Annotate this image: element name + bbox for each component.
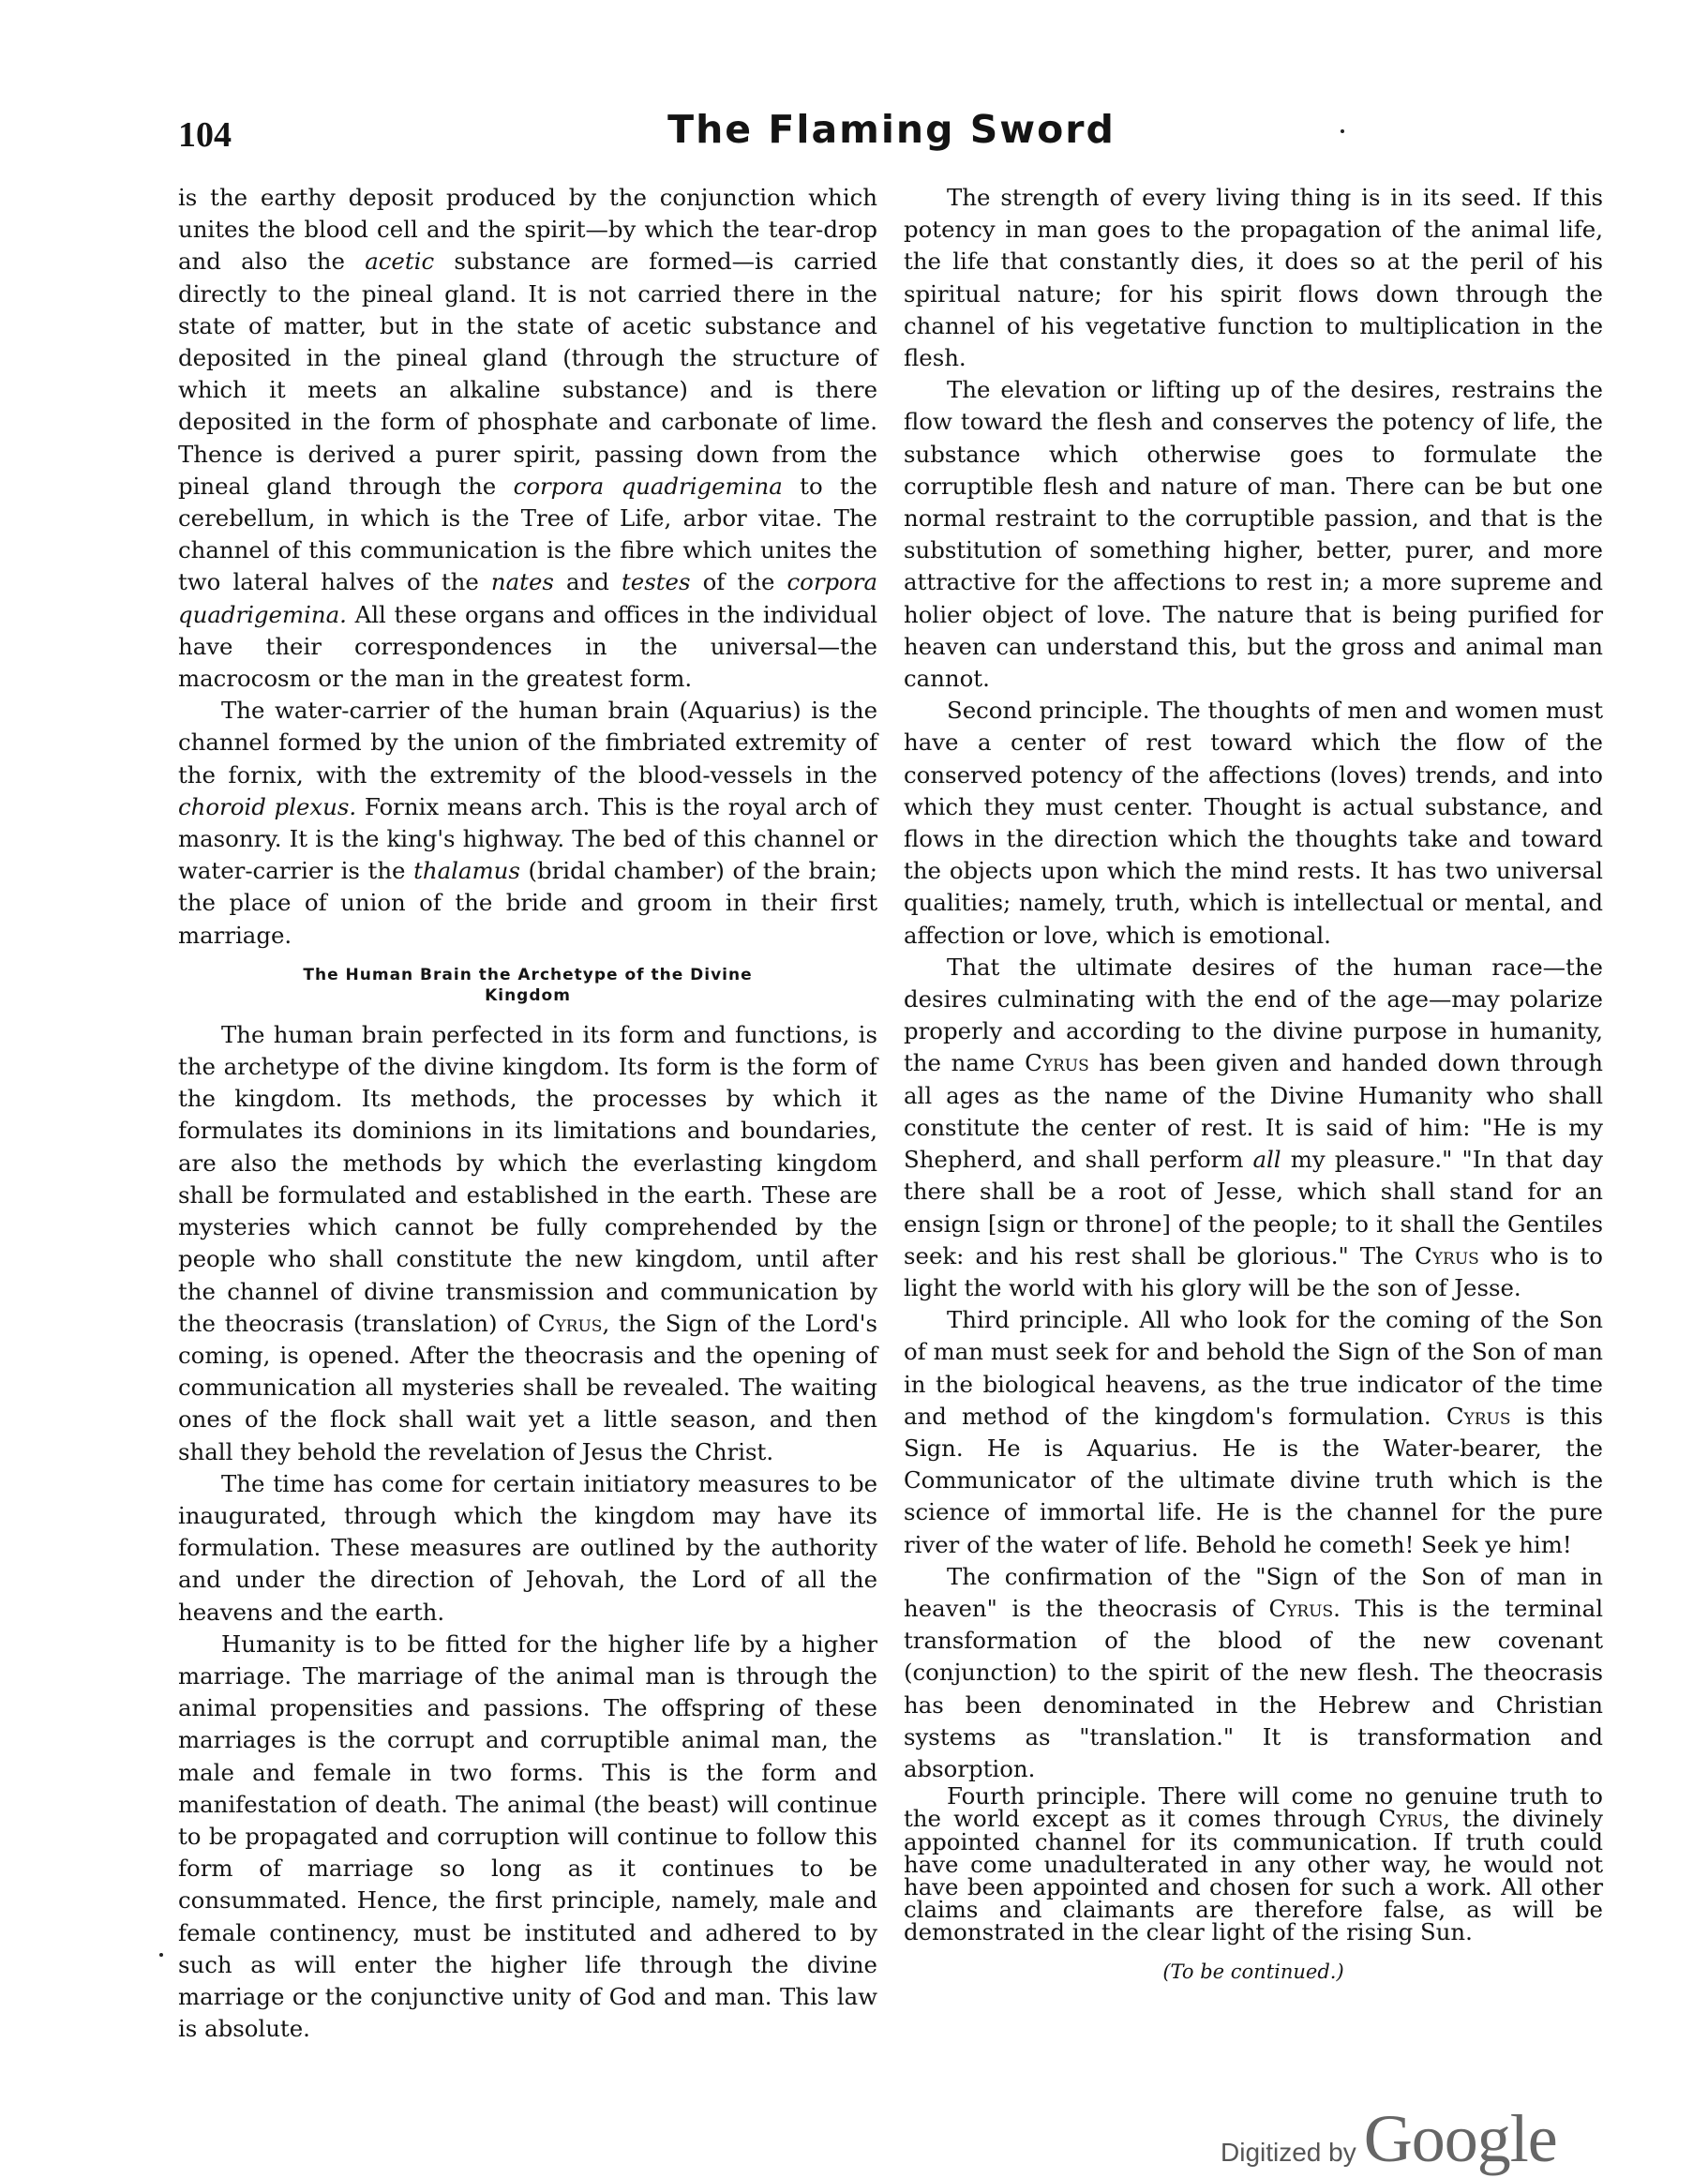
right-column <box>904 182 1603 1988</box>
paragraph: The strength of every living thing is in its seed. If this potency in man goes to the propagation of the animal life, the life that constantly dies, it does so at the peril of his spiritual nature; for his spirit flows down through the channel of his vegetative function to multiplication in the flesh. <box>904 184 1603 372</box>
digitized-by-google-watermark <box>1221 2100 1557 2178</box>
paragraph: Humanity is to be fitted for the higher life by a higher marriage. The marriage of the animal man is through the animal propensities and passions. The offspring of these marriages is the corrupt and corruptible animal man, the male and female in two forms. This is the form and manifestation of death. The animal (the beast) will continue to be propagated and corruption will continue to follow this form of marriage so long as it continues to be consummated. Hence, the first principle, namely, male and female continency, must be instituted and adhered to by such as will enter the higher life through the divine marriage or the conjunctive unity of God and man. This law is absolute. <box>178 1630 877 2043</box>
running-title: The Flaming Sword <box>667 107 1116 152</box>
to-be-continued-note: (To be continued.) <box>1162 1960 1344 1983</box>
print-speck <box>1341 129 1344 133</box>
section-heading: The Human Brain the Archetype of the Divine Kingdom <box>303 965 753 1005</box>
paragraph: The confirmation of the "Sign of the Son of man in heaven" is the theocrasis of Cyrus. This is the terminal transformation of the blood of the new covenant (conjunction) to the spirit of the new flesh. The theocrasis has been denominated in the Hebrew and Christian systems as "translation." It is transformation and absorption. <box>904 1562 1603 1782</box>
paragraph: The elevation or lifting up of the desires, restrains the flow toward the flesh and conserves the potency of life, the substance which otherwise goes to formulate the corruptible flesh and nature of man. There can be but one normal restraint to the corruptible passion, and that is the substitution of something higher, better, purer, and more attractive for the affections to rest in; a more supreme and holier object of love. The nature that is being purified for heaven can understand this, but the gross and animal man cannot. <box>904 376 1603 693</box>
paragraph: Fourth principle. There will come no genuine truth to the world except as it comes through Cyrus, the divinely appointed channel for its communication. If truth could have come unadulterated in any other way, he would not have been appointed and chosen for such a work. All other claims and claimants are therefore false, as will be demonstrated in the clear light of the rising Sun. <box>904 1782 1604 1946</box>
google-logo: Google <box>1363 2101 1557 2176</box>
left-column <box>178 182 877 2045</box>
paragraph: is the earthy deposit produced by the conjunction which unites the blood cell and the spirit—by which the tear-drop and also the acetic substance are formed—is carried directly to the pineal gland. It is not carried there in the state of matter, but in the state of acetic substance and deposited in the pineal gland (through the structure of which it meets an alkaline substance) and is there deposited in the form of phosphate and carbonate of lime. Thence is derived a purer spirit, passing down from the pineal gland through the corpora quadrigemina to the cerebellum, in which is the Tree of Life, arbor vitae. The channel of this communication is the fibre which unites the two lateral halves of the nates and testes of the corpora quadrigemina. All these organs and offices in the individual have their correspondences in the universal—the macrocosm or the man in the greatest form. <box>178 184 877 693</box>
paragraph: Third principle. All who look for the coming of the Son of man must seek for and behold the Sign of the Son of man in the biological heavens, as the true indicator of the time and method of the kingdom's formulation. Cyrus is this Sign. He is Aquarius. He is the Water-bearer, the Communicator of the ultimate divine truth which is the science of immortal life. He is the channel for the pure river of the water of life. Behold he cometh! Seek ye him! <box>904 1306 1603 1558</box>
paragraph: The water-carrier of the human brain (Aquarius) is the channel formed by the union of the fimbriated extremity of the fornix, with the extremity of the blood-vessels in the choroid plexus. Fornix means arch. This is the royal arch of masonry. It is the king's highway. The bed of this channel or water-carrier is the thalamus (bridal chamber) of the brain; the place of union of the bride and groom in their first marriage. <box>178 697 877 949</box>
paragraph: That the ultimate desires of the human race—the desires culminating with the end of the age—may polarize properly and according to the divine purpose in humanity, the name Cyrus has been given and handed down through all ages as the name of the Divine Humanity who shall constitute the center of rest. It is said of him: "He is my Shepherd, and shall perform all my pleasure." "In that day there shall be a root of Jesse, which shall stand for an ensign [sign or throne] of the people; to it shall the Gentiles seek: and his rest shall be glorious." The Cyrus who is to light the world with his glory will be the son of Jesse. <box>904 953 1604 1301</box>
paragraph: The time has come for certain initiatory measures to be inaugurated, through which the kingdom may have its formulation. These measures are outlined by the authority and under the direction of Jehovah, the Lord of all the heavens and the earth. <box>178 1469 877 1626</box>
watermark-caption: Digitized by <box>1221 2138 1356 2167</box>
page-number: 104 <box>178 115 232 155</box>
paragraph: Second principle. The thoughts of men and women must have a center of rest toward which the flow of the conserved potency of the affections (loves) trends, and into which they must center. Thought is actual substance, and flows in the direction which the thoughts take and toward the objects upon which the mind rests. It has two universal qualities; namely, truth, which is intellectual or mental, and affection or love, which is emotional. <box>904 697 1603 949</box>
print-speck <box>159 1953 163 1957</box>
paragraph: The human brain perfected in its form and functions, is the archetype of the divine kingdom. Its form is the form of the kingdom. Its methods, the processes by which it formulates its dominions in its limitations and boundaries, are also the methods by which the everlasting kingdom shall be formulated and established in the earth. These are mysteries which cannot be fully comprehended by the people who shall constitute the new kingdom, until after the channel of divine transmission and communication by the theocrasis (translation) of Cyrus, the Sign of the Lord's coming, is opened. After the theocrasis and the opening of communication all mysteries shall be revealed. The waiting ones of the flock shall wait yet a little season, and then shall they behold the revelation of Jesus the Christ. <box>178 1020 878 1465</box>
